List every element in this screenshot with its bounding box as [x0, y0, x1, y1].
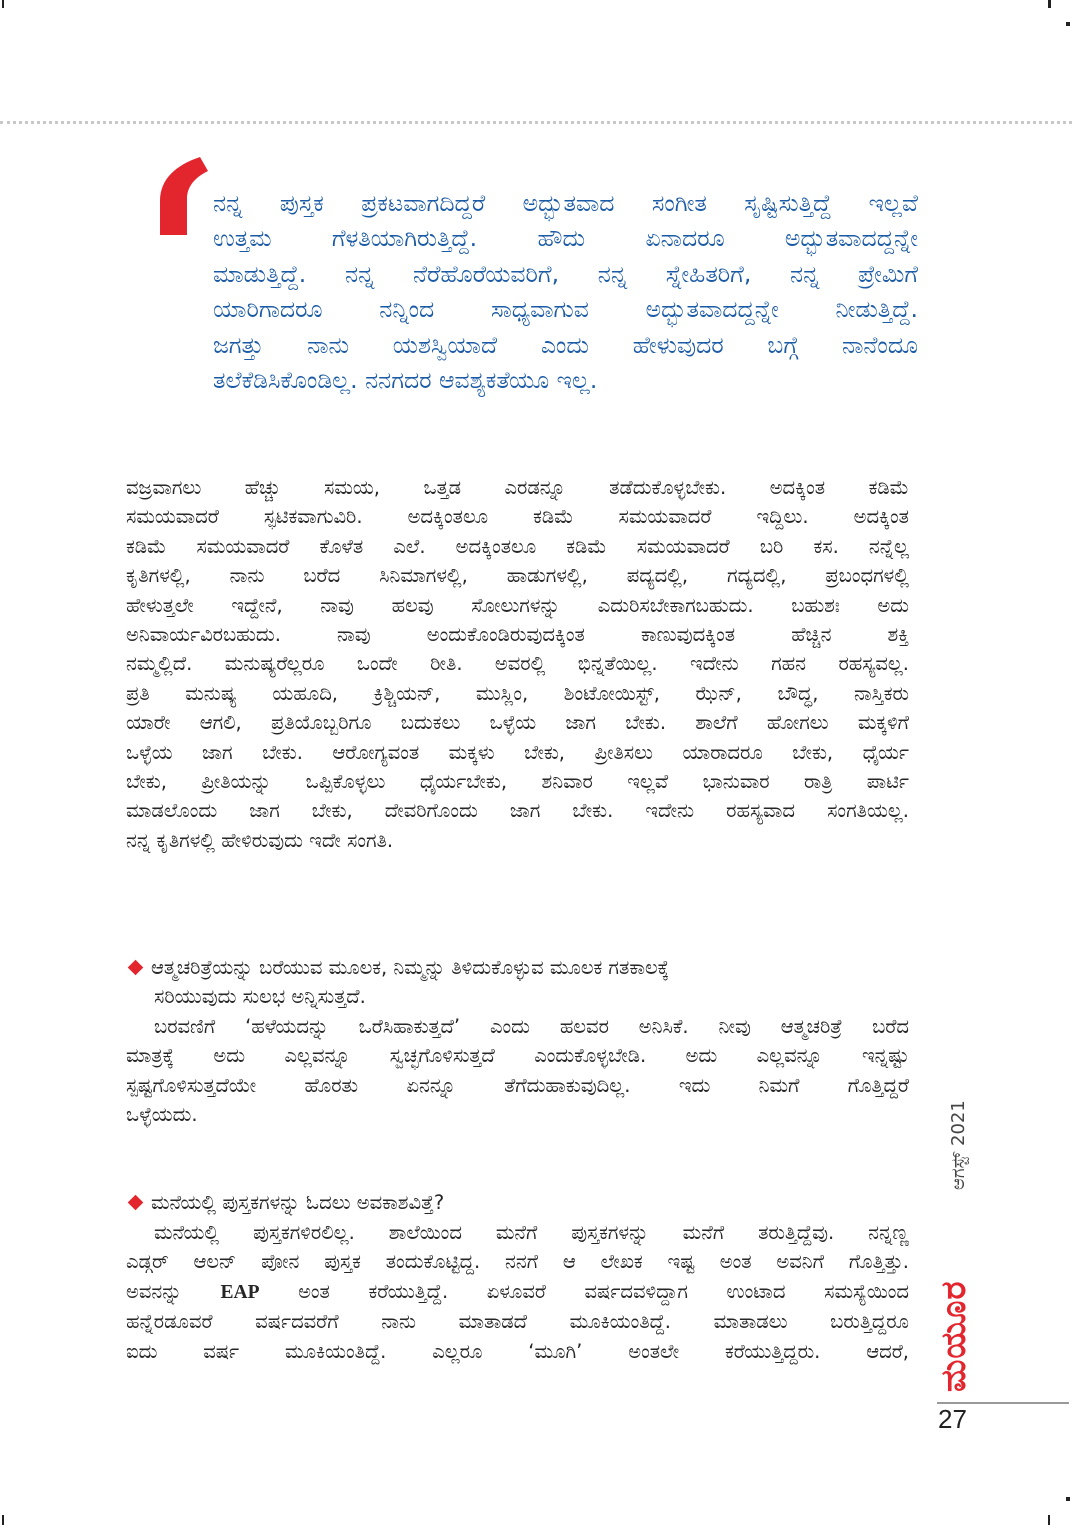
body-line: ನನ್ನ ಕೃತಿಗಳಲ್ಲಿ ಹೇಳಿರುವುದು ಇದೇ ಸಂಗತಿ.	[126, 828, 394, 852]
pull-quote-line: ಯಾರಿಗಾದರೂ ನನ್ನಿಂದ ಸಾಧ್ಯವಾಗುವ ಅದ್ಭುತವಾದದ್ದನ್ನೇ ನೀಡುತ್ತಿದ್ದೆ.	[213, 295, 918, 324]
pull-quote-line: ತಲೆಕೆಡಿಸಿಕೊಂಡಿಲ್ಲ. ನನಗದರ ಆವಶ್ಯಕತೆಯೂ ಇಲ್ಲ.	[213, 366, 598, 395]
body-line: ಒಳ್ಳೆಯ ಜಾಗ ಬೇಕು. ಆರೋಗ್ಯವಂತ ಮಕ್ಕಳು ಬೇಕು, ಪ್ರೀತಿಸಲು ಯಾರಾದರೂ ಬೇಕು, ಧೈರ್ಯ	[126, 740, 909, 764]
page-number: 27	[938, 1404, 967, 1434]
body-line: ಎಡ್ಗರ್ ಆಲನ್ ಪೋನ ಪುಸ್ತಕ ತಂದುಕೊಟ್ಟಿದ್ದ. ನನಗೆ ಆ ಲೇಖಕ ಇಷ್ಟ ಅಂತ ಅವನಿಗೆ ಗೊತ್ತಿತ್ತು.	[126, 1250, 909, 1274]
crop-mark-top-right	[1048, 0, 1051, 8]
crop-mark-top-left	[2, 0, 4, 8]
body-line: ಮಾತ್ರಕ್ಕೆ ಅದು ಎಲ್ಲವನ್ನೂ ಸ್ವಚ್ಛಗೊಳಿಸುತ್ತದೆ ಎಂದುಕೊಳ್ಳಬೇಡಿ. ಅದು ಎಲ್ಲವನ್ನೂ ಇನ್ನಷ್ಟು	[126, 1044, 909, 1068]
question-line	[126, 953, 866, 982]
question-text: ಮನೆಯಲ್ಲಿ ಪುಸ್ತಕಗಳನ್ನು ಓದಲು ಅವಕಾಶವಿತ್ತೆ?	[151, 1191, 445, 1214]
question-text: ಆತ್ಮಚರಿತ್ರೆಯನ್ನು ಬರೆಯುವ ಮೂಲಕ, ನಿಮ್ಮನ್ನು ತಿಳಿದುಕೊಳ್ಳುವ ಮೂಲಕ ಗತಕಾಲಕ್ಕೆ	[151, 956, 670, 979]
body-line: ಒಳ್ಳೆಯದು.	[126, 1103, 198, 1127]
crop-mark-right-lower	[1066, 1497, 1070, 1501]
body-line: ಐದು ವರ್ಷ ಮೂಕಿಯಂತಿದ್ದೆ. ಎಲ್ಲರೂ ‘ಮೂಗಿ’ ಅಂತಲೇ ಕರೆಯುತ್ತಿದ್ದರು. ಆದರೆ,	[126, 1339, 909, 1363]
interview-question	[126, 1188, 909, 1217]
crop-mark-bottom-right	[1048, 1515, 1050, 1525]
interview-answer	[126, 1218, 909, 1366]
body-line: ಮಾಡಲೊಂದು ಜಾಗ ಬೇಕು, ದೇವರಿಗೊಂದು ಜಾಗ ಬೇಕು. ಇದೇನು ರಹಸ್ಯವಾದ ಸಂಗತಿಯಲ್ಲ.	[126, 799, 909, 823]
body-text: ಅವನನ್ನು	[126, 1279, 221, 1303]
quote-mark-icon	[160, 157, 208, 235]
header-dotted-rule	[0, 121, 1072, 124]
body-line: ಹೇಳುತ್ತಲೇ ಇದ್ದೇನೆ, ನಾವು ಹಲವು ಸೋಲುಗಳನ್ನು ಎದುರಿಸಬೇಕಾಗಬಹುದು. ಬಹುಶಃ ಅದು	[126, 593, 909, 617]
pull-quote-line: ನನ್ನ ಪುಸ್ತಕ ಪ್ರಕಟವಾಗದಿದ್ದರೆ ಅದ್ಭುತವಾದ ಸಂಗೀತ ಸೃಷ್ಟಿಸುತ್ತಿದ್ದೆ ಇಲ್ಲವೆ	[213, 189, 918, 217]
body-line: ಅನಿವಾರ್ಯವಿರಬಹುದು. ನಾವು ಅಂದುಕೊಂಡಿರುವುದಕ್ಕಿಂತ ಕಾಣುವುದಕ್ಕಿಂತ ಹೆಚ್ಚಿನ ಶಕ್ತಿ	[126, 623, 909, 647]
question-line	[126, 1188, 909, 1217]
body-line: ಸಮಯವಾದರೆ ಸ್ಫಟಿಕವಾಗುವಿರಿ. ಅದಕ್ಕಿಂತಲೂ ಕಡಿಮೆ ಸಮಯವಾದರೆ ಇದ್ದಿಲು. ಅದಕ್ಕಿಂತ	[126, 505, 909, 529]
issue-date: ಆಗಸ್ಟ್ 2021	[948, 1100, 969, 1190]
body-line: ಬೇಕು, ಪ್ರೀತಿಯನ್ನು ಒಪ್ಪಿಕೊಳ್ಳಲು ಧೈರ್ಯಬೇಕು, ಶನಿವಾರ ಇಲ್ಲವೆ ಭಾನುವಾರ ರಾತ್ರಿ ಪಾರ್ಟಿ	[126, 770, 909, 794]
body-text: ಅಂತ ಕರೆಯುತ್ತಿದ್ದೆ. ಏಳೂವರೆ ವರ್ಷದವಳಿದ್ದಾಗ ಉಂಟಾದ ಸಮಸ್ಯೆಯಿಂದ	[259, 1279, 909, 1303]
body-line: ಕೃತಿಗಳಲ್ಲಿ, ನಾನು ಬರೆದ ಸಿನಿಮಾಗಳಲ್ಲಿ, ಹಾಡುಗಳಲ್ಲಿ, ಪದ್ಯದಲ್ಲಿ, ಗದ್ಯದಲ್ಲಿ, ಪ್ರಬಂಧಗಳಲ್ಲಿ	[126, 564, 909, 588]
body-paragraph	[126, 473, 909, 855]
interview-answer	[126, 1012, 909, 1130]
body-line: ಬರವಣಿಗೆ ‘ಹಳೆಯದನ್ನು ಒರೆಸಿಹಾಕುತ್ತದೆ’ ಎಂದು ಹಲವರ ಅನಿಸಿಕೆ. ನೀವು ಆತ್ಮಚರಿತ್ರೆ ಬರೆದ	[154, 1015, 909, 1038]
body-line: ವಜ್ರವಾಗಲು ಹೆಚ್ಚು ಸಮಯ, ಒತ್ತಡ ಎರಡನ್ನೂ ತಡೆದುಕೊಳ್ಳಬೇಕು. ಅದಕ್ಕಿಂತ ಕಡಿಮೆ	[126, 476, 909, 499]
eap-abbreviation: EAP	[220, 1281, 260, 1303]
interview-question	[126, 953, 866, 1012]
pull-quote-line: ಉತ್ತಮ ಗೆಳತಿಯಾಗಿರುತ್ತಿದ್ದೆ. ಹೌದು ಏನಾದರೂ ಅದ್ಭುತವಾದದ್ದನ್ನೇ	[213, 224, 918, 253]
body-line: ಸ್ಪಷ್ಟಗೊಳಿಸುತ್ತದೆಯೇ ಹೊರತು ಏನನ್ನೂ ತೆಗೆದುಹಾಕುವುದಿಲ್ಲ. ಇದು ನಿಮಗೆ ಗೊತ್ತಿದ್ದರೆ	[126, 1073, 909, 1097]
crop-mark-right-upper	[1066, 22, 1070, 26]
body-line: ಪ್ರತಿ ಮನುಷ್ಯ ಯಹೂದಿ, ಕ್ರಿಶ್ಚಿಯನ್, ಮುಸ್ಲಿಂ, ಶಿಂಟೋಯಿಸ್ಟ್, ಝೆನ್, ಬೌದ್ಧ, ನಾಸ್ತಿಕರು	[126, 681, 909, 705]
pull-quote	[213, 186, 918, 398]
body-line: ಮನೆಯಲ್ಲಿ ಪುಸ್ತಕಗಳಿರಲಿಲ್ಲ. ಶಾಲೆಯಿಂದ ಮನೆಗೆ ಪುಸ್ತಕಗಳನ್ನು ಮನೆಗೆ ತರುತ್ತಿದ್ದೆವು. ನನ್ನಣ್ಣ	[154, 1221, 909, 1244]
magazine-logo: ಮಯೂರ	[934, 1280, 974, 1392]
body-line: ಹನ್ನೆರಡೂವರೆ ವರ್ಷದವರೆಗೆ ನಾನು ಮಾತಾಡದೆ ಮೂಕಿಯಂತಿದ್ದೆ. ಮಾತಾಡಲು ಬರುತ್ತಿದ್ದರೂ	[126, 1310, 909, 1334]
pull-quote-line: ಮಾಡುತ್ತಿದ್ದೆ. ನನ್ನ ನೆರೆಹೊರೆಯವರಿಗೆ, ನನ್ನ ಸ್ನೇಹಿತರಿಗೆ, ನನ್ನ ಪ್ರೇಮಿಗೆ	[213, 259, 918, 288]
diamond-bullet-icon	[128, 1195, 144, 1211]
crop-mark-bottom-left	[2, 1515, 4, 1525]
diamond-bullet-icon	[128, 960, 144, 976]
pull-quote-line: ಜಗತ್ತು ನಾನು ಯಶಸ್ವಿಯಾದೆ ಎಂದು ಹೇಳುವುದರ ಬಗ್ಗೆ ನಾನೆಂದೂ	[213, 330, 918, 359]
body-line: ಕಡಿಮೆ ಸಮಯವಾದರೆ ಕೊಳೆತ ಎಲೆ. ಅದಕ್ಕಿಂತಲೂ ಕಡಿಮೆ ಸಮಯವಾದರೆ ಬರಿ ಕಸ. ನನ್ನೆಲ್ಲ	[126, 534, 909, 558]
body-line: ಯಾರೇ ಆಗಲಿ, ಪ್ರತಿಯೊಬ್ಬರಿಗೂ ಬದುಕಲು ಒಳ್ಳೆಯ ಜಾಗ ಬೇಕು. ಶಾಲೆಗೆ ಹೋಗಲು ಮಕ್ಕಳಿಗೆ	[126, 711, 909, 735]
question-line: ಸರಿಯುವುದು ಸುಲಭ ಅನ್ನಿಸುತ್ತದೆ.	[154, 985, 366, 1009]
body-line: ನಮ್ಮಲ್ಲಿದೆ. ಮನುಷ್ಯರೆಲ್ಲರೂ ಒಂದೇ ರೀತಿ. ಅವರಲ್ಲಿ ಭಿನ್ನತೆಯಿಲ್ಲ. ಇದೇನು ಗಹನ ರಹಸ್ಯವಲ್ಲ.	[126, 652, 909, 676]
body-line	[126, 1277, 909, 1307]
